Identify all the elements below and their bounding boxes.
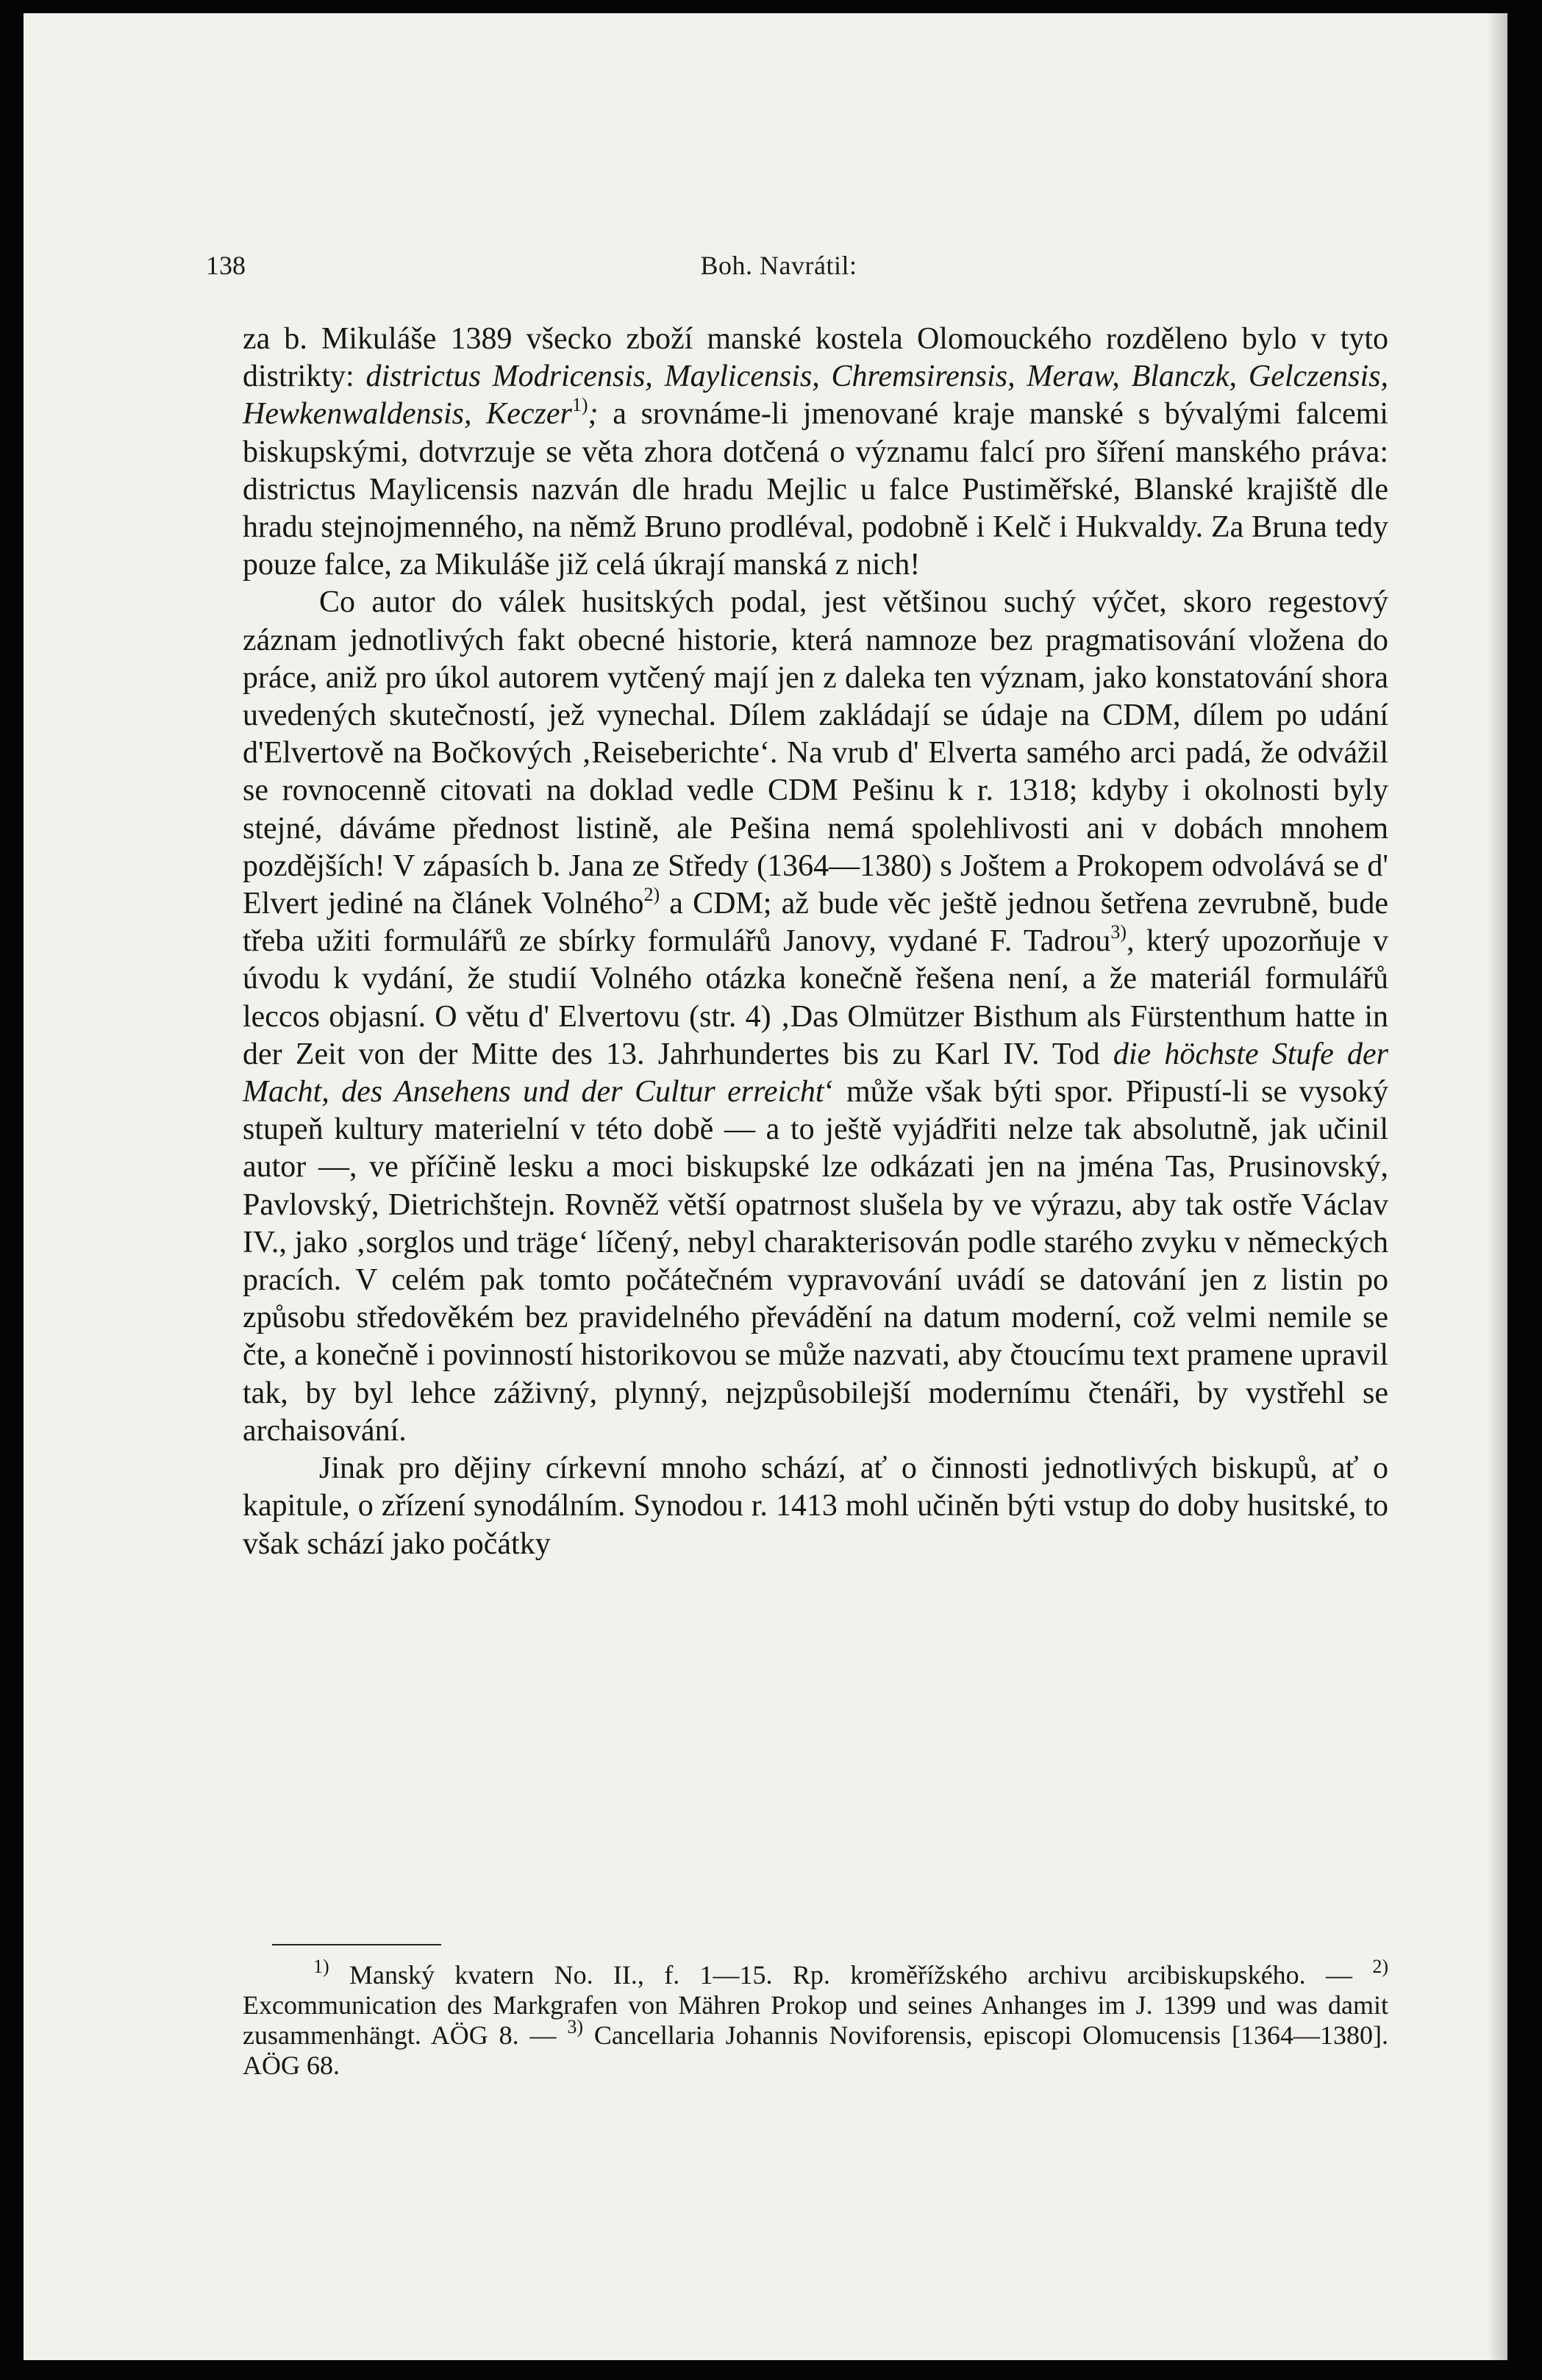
footnote-text <box>243 1956 1388 2081</box>
document-page <box>24 13 1507 2360</box>
footnote-marker: 1) <box>313 1956 329 1977</box>
page-number: 138 <box>206 251 246 280</box>
paragraph-3 <box>243 1450 1388 1563</box>
footnote-marker: 3) <box>567 2016 584 2037</box>
body-text <box>243 321 1388 1563</box>
italic-text: ; <box>588 397 613 432</box>
page-edge-shadow <box>1487 13 1507 2360</box>
text-run: Jinak pro dějiny církevní mnoho schází, ať o činnosti jednotlivých biskupů, ať o kapitule, o zřízení synodálním. Synodou r. 1413 mohl učiněn býti vstup do doby husitské, to však schází jako počátky <box>243 1451 1388 1561</box>
footnote-marker: 1) <box>571 394 588 416</box>
footnote-rule <box>272 1944 441 1945</box>
text-run: za b. Mikuláše 1389 všecko zboží manské kostela Olomouckého rozděleno bylo v tyto distrikty: <box>243 322 1388 394</box>
text-run: Cancellaria Johannis Noviforensis, episcopi Olomucensis [1364—1380]. AÖG 68. <box>243 2020 1388 2080</box>
text-run: Manský kvatern No. II., f. 1—15. Rp. kroměřížského archivu arcibiskupského. — <box>329 1960 1373 1990</box>
footnote-marker: 3) <box>1110 921 1127 943</box>
text-run: ‘ může však býti spor. Připustí-li se vysoký stupeň kultury materielní v této době — a to ještě vyjádřiti nelze tak absolutně, jak učinil autor —, ve příčině lesku a moci biskupské lze odkázati jen na jména Tas, Prusinovský, Pavlovský, Dietrichštejn. Rovněž větší opatrnost slušela by ve výrazu, aby tak ostře Václav IV., jako ‚sorglos und träge‘ líčený, nebyl charakterisován podle starého zvyku v německých pracích. V celém pak tomto počátečném vypravování uvádí se datování jen z listin po způsobu středověkém bez pravidelného převádění na datum moderní, což velmi nemile se čte, a konečně i povinností historikovou se může nazvati, aby čtoucímu text pramene upravil tak, by byl lehce záživný, plynný, nejzpůsobilejší modernímu čtenáři, by vystřehl se archaisování. <box>243 1075 1388 1448</box>
text-run: a srovnáme-li jmenované kraje manské s bývalými falcemi biskupskými, dotvrzuje se věta zhora dotčená o významu falcí pro šíření manského práva: districtus Maylicensis nazván dle hradu Mejlic u falce Pustiměřské, Blanské krajiště dle hradu stejnojmenného, na němž Bruno prodléval, podobně i Kelč i Hukvaldy. Za Bruna tedy pouze falce, za Mikuláše již celá úkrají manská z nich! <box>243 397 1388 582</box>
running-head: Boh. Navrátil: <box>700 251 857 280</box>
footnotes <box>243 1956 1388 2081</box>
text-run: Co autor do válek husitských podal, jest většinou suchý výčet, skoro regestový záznam jednotlivých fakt obecné historie, která namnoze bez pragmatisování vložena do práce, aniž pro úkol autorem vytčený mají jen z daleka ten význam, jako konstatování shora uvedených skutečností, jež vynechal. Dílem zakládají se údaje na CDM, dílem po udání d'Elvertově na Bočkových ‚Reiseberichte‘. Na vrub d' Elverta samého arci padá, že odvážil se rovnocenně citovati na doklad vedle CDM Pešinu k r. 1318; kdyby i okolnosti byly stejné, dáváme přednost listině, ale Pešina nemá spolehlivosti ani v dobách mnohem pozdějších! V zápasích b. Jana ze Středy (1364—1380) s Joštem a Prokopem odvolává se d' Elvert jediné na článek Volného <box>243 585 1388 921</box>
footnote-marker: 2) <box>1372 1956 1388 1977</box>
footnote-marker: 2) <box>643 884 660 906</box>
text-run: Excommunication des Markgrafen von Mähren Prokop und seines Anhanges im J. 1399 und was damit zusammenhängt. AÖG 8. — <box>243 1990 1388 2050</box>
paragraph-2 <box>243 584 1388 1450</box>
page-header <box>206 250 1352 287</box>
text-run: a CDM; až bude věc ještě jednou šetřena zevrubně, bude třeba užiti formulářů ze sbírky formulářů Janovy, vydané F. Tadrou <box>243 887 1388 959</box>
italic-text: die höchste Stufe der Macht, des Ansehens und der Cultur erreicht <box>243 1037 1388 1109</box>
italic-text: districtus Modricensis, Maylicensis, Chremsirensis, Meraw, Blanczk, Gelczensis, Hewkenwaldensis, Keczer <box>243 360 1388 432</box>
paragraph-1 <box>243 321 1388 584</box>
text-run: , který upozorňuje v úvodu k vydání, že studií Volného otázka konečně řešena není, a že materiál formulářů leccos objasní. O větu d' Elvertovu (str. 4) ‚Das Olmützer Bisthum als Fürstenthum hatte in der Zeit von der Mitte des 13. Jahrhundertes bis zu Karl IV. Tod <box>243 924 1388 1071</box>
